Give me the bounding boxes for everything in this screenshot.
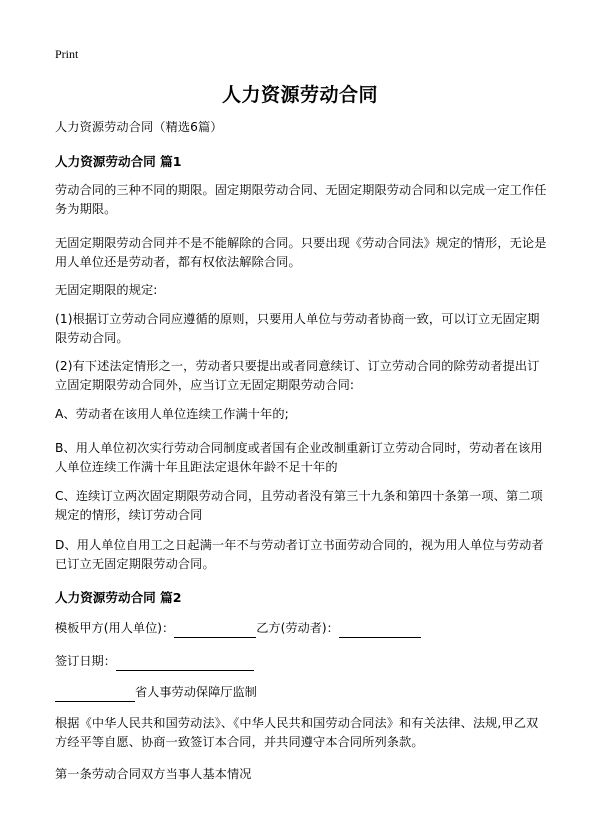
paragraph: 劳动合同的三种不同的期限。固定期限劳动合同、无固定期限劳动合同和以完成一定工作任务为期限。: [55, 183, 547, 216]
document-subtitle: 人力资源劳动合同（精选6篇）: [55, 120, 223, 134]
list-item: D、用人单位自用工之日起满一年不与劳动者订立书面劳动合同的，视为用人单位与劳动者已订立无固定期限劳动合同。: [55, 538, 544, 571]
province-blank[interactable]: [55, 687, 135, 702]
supervision-row: [55, 683, 257, 702]
party-a-blank[interactable]: [174, 623, 256, 638]
paragraph: 根据《中华人民共和国劳动法》、《中华人民共和国劳动合同法》和有关法律、法规,甲乙双方经平等自愿、协商一致签订本合同，并共同遵守本合同所列条款。: [55, 716, 539, 749]
paragraph: (1)根据订立劳动合同应遵循的原则，只要用人单位与劳动者协商一致，可以订立无固定期限劳动合同。: [55, 312, 540, 345]
paragraph: (2)有下述法定情形之一，劳动者只要提出或者同意续订、订立劳动合同的除劳动者提出订立固定期限劳动合同外，应当订立无固定期限劳动合同:: [55, 359, 540, 392]
party-b-blank[interactable]: [339, 623, 421, 638]
sign-date-blank[interactable]: [116, 656, 254, 671]
sign-date-label: 签订日期：: [55, 654, 116, 668]
supervision-label: 省人事劳动保障厅监制: [135, 685, 257, 699]
section-heading-1: 人力资源劳动合同 篇1: [55, 154, 182, 169]
list-item: A、劳动者在该用人单位连续工作满十年的;: [55, 407, 289, 421]
print-label[interactable]: Print: [55, 47, 79, 61]
party-b-label: 乙方(劳动者)：: [256, 621, 339, 635]
paragraph: 第一条劳动合同双方当事人基本情况: [55, 767, 252, 781]
sign-date-row: [55, 652, 254, 671]
section-heading-2: 人力资源劳动合同 篇2: [55, 590, 182, 605]
document-title: 人力资源劳动合同: [221, 84, 378, 106]
paragraph: 无固定期限的规定:: [55, 283, 158, 297]
list-item: B、用人单位初次实行劳动合同制度或者国有企业改制重新订立劳动合同时，劳动者在该用人单位连续工作满十年且距法定退休年龄不足十年的: [55, 441, 543, 474]
list-item: C、连续订立两次固定期限劳动合同，且劳动者没有第三十九条和第四十条第一项、第二项规定的情形，续订劳动合同: [55, 489, 543, 522]
party-row: [55, 619, 421, 638]
party-a-label: 模板甲方(用人单位)：: [55, 621, 175, 635]
paragraph: 无固定期限劳动合同并不是不能解除的合同。只要出现《劳动合同法》规定的情形，无论是用人单位还是劳动者，都有权依法解除合同。: [55, 236, 547, 269]
